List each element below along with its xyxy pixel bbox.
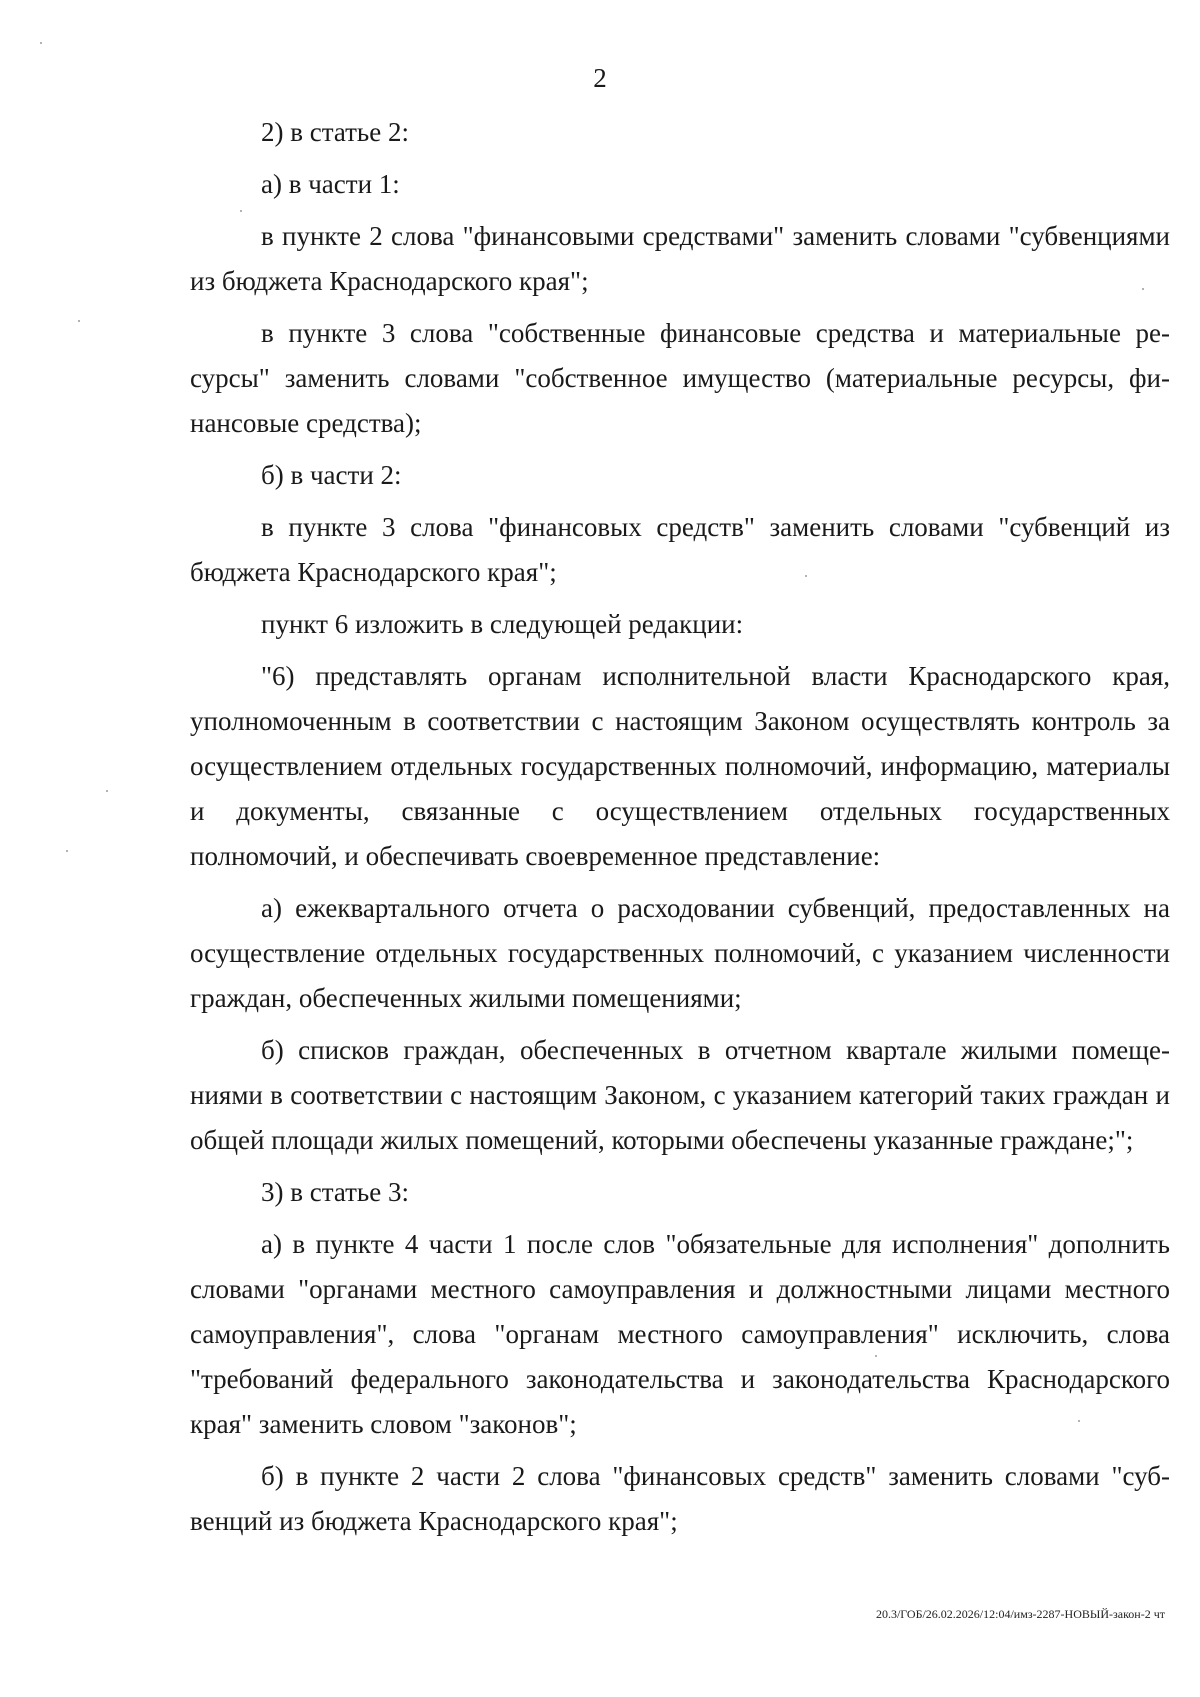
paragraph-citizen-lists: б) списков граждан, обеспеченных в отчетном квартале жилыми помещениями в соответствии с настоящим Законом, с указанием категорий таких граждан и общей площади жилых помещений, которыми обеспечены указанные граждане;";	[190, 1035, 1170, 1155]
scan-speck	[1142, 288, 1144, 290]
paragraph-point-2-amendment: в пункте 2 слова "финансовыми средствами" заменить словами "субвенциями из бюджета Краснодарского края";	[190, 221, 1170, 296]
paragraph-point-6-intro: пункт 6 изложить в следующей редакции:	[261, 609, 744, 639]
scan-speck	[240, 210, 242, 212]
scan-speck	[805, 575, 807, 577]
page-number: 2	[593, 63, 607, 93]
scan-speck	[40, 42, 42, 44]
scan-speck	[66, 850, 68, 852]
paragraph-article-2-heading: 2) в статье 2:	[261, 117, 409, 147]
document-stamp: 20.3/ГОБ/26.02.2026/12:04/имз-2287-НОВЫЙ-закон-2 чт	[875, 1607, 1165, 1621]
scan-speck	[875, 1355, 877, 1357]
document-body	[190, 110, 1170, 1551]
paragraph-point-6-text: "6) представлять органам исполнительной власти Краснодарского края, уполномоченным в соответствии с настоящим Законом осуществлять контроль за осуществлением отдельных государственных полномочий, информацию, материалы и документы, связанные с осуществлением отдельных государственных полномочий, и обеспечивать своевременное представление:	[190, 661, 1170, 871]
scan-speck	[78, 320, 80, 322]
paragraph-article-3-point-4: а) в пункте 4 части 1 после слов "обязательные для исполнения" дополнить словами "органами местного самоуправления и должностными лицами местного самоуправления", слова "органам местного самоуправления" исключить, слова "требований федерального законодательства и законодательства Краснодарского края" заменить словом "законов";	[190, 1229, 1170, 1439]
paragraph-part-1-heading: а) в части 1:	[261, 169, 400, 199]
paragraph-part-2-point-3-amendment: в пункте 3 слова "финансовых средств" заменить словами "субвенций из бюджета Краснодарского края";	[190, 512, 1170, 587]
paragraph-quarterly-report: а) ежеквартального отчета о расходовании субвенций, предоставленных на осуществление отдельных государственных полномочий, с указанием численности граждан, обеспеченных жилыми помещениями;	[190, 893, 1170, 1013]
paragraph-part-2-heading: б) в части 2:	[261, 460, 402, 490]
scan-speck	[1078, 1420, 1080, 1422]
scan-speck	[106, 790, 108, 792]
paragraph-point-3-amendment: в пункте 3 слова "собственные финансовые средства и материальные ресурсы" заменить словами "собственное имущество (материальные ресурсы, финансовые средства);	[190, 318, 1170, 438]
paragraph-article-3-heading: 3) в статье 3:	[261, 1177, 409, 1207]
paragraph-article-3-part-2: б) в пункте 2 части 2 слова "финансовых средств" заменить словами "субвенций из бюджета Краснодарского края";	[190, 1461, 1170, 1536]
